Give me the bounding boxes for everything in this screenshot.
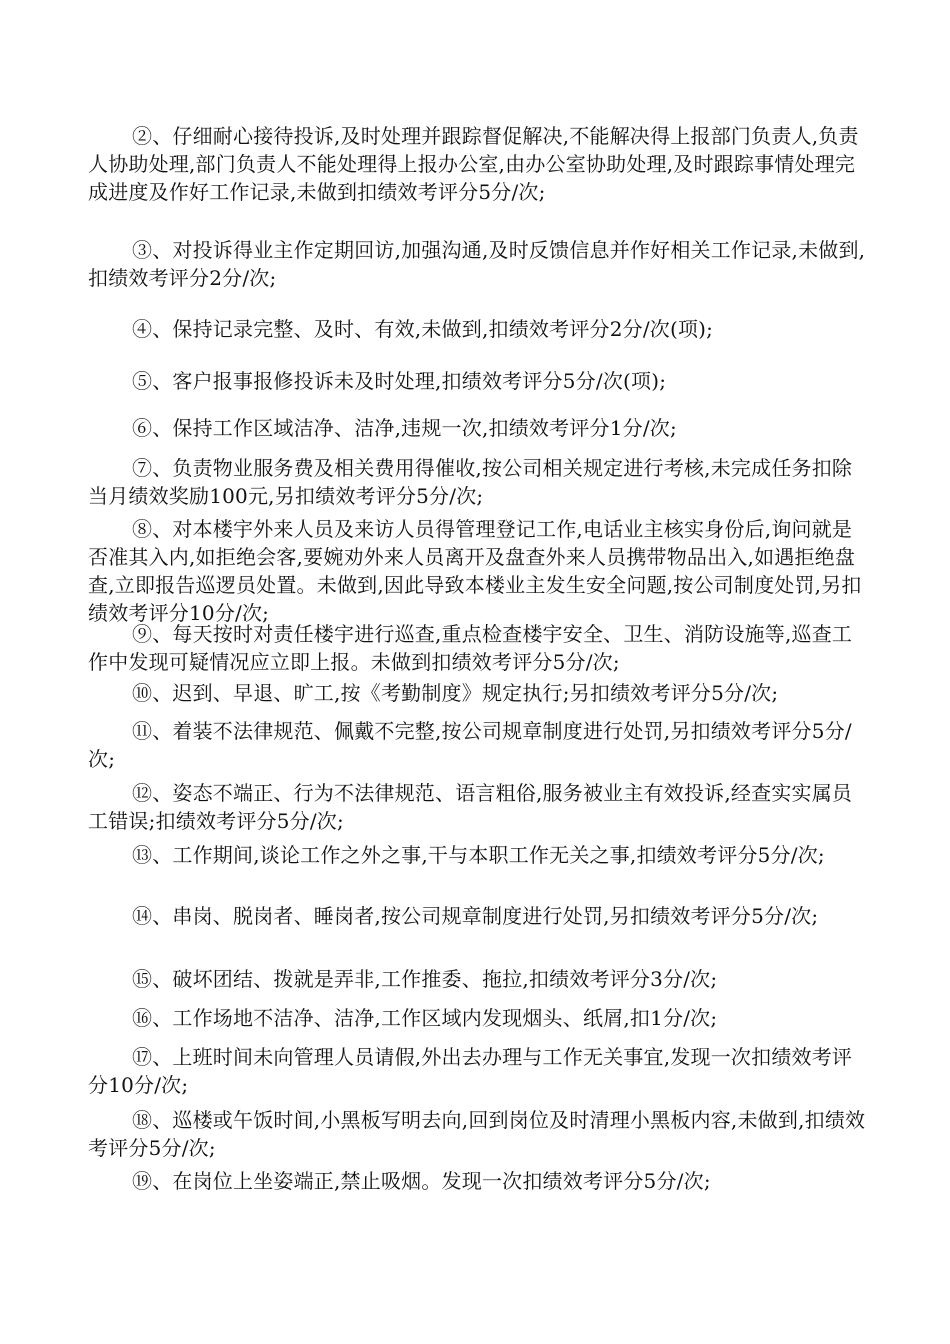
clause-15: ⑮、破坏团结、拨就是弄非,工作推委、拖拉,扣绩效考评分3分/次; bbox=[132, 967, 718, 991]
clause-5: ⑤、客户报事报修投诉未及时处理,扣绩效考评分5分/次(项); bbox=[132, 369, 667, 393]
clause-13: ⑬、工作期间,谈论工作之外之事,干与本职工作无关之事,扣绩效考评分5分/次; bbox=[132, 843, 825, 867]
clause-16: ⑯、工作场地不洁净、洁净,工作区域内发现烟头、纸屑,扣1分/次; bbox=[132, 1006, 718, 1030]
clause-18: ⑱、巡楼或午饭时间,小黑板写明去向,回到岗位及时清理小黑板内容,未做到,扣绩效考评分5分/次; bbox=[88, 1108, 866, 1160]
clause-9: ⑨、每天按时对责任楼宇进行巡查,重点检查楼宇安全、卫生、消防设施等,巡查工作中发现可疑情况应立即上报。未做到扣绩效考评分5分/次; bbox=[88, 622, 853, 674]
clause-19: ⑲、在岗位上坐姿端正,禁止吸烟。发现一次扣绩效考评分5分/次; bbox=[132, 1169, 711, 1193]
clause-10: ⑩、迟到、早退、旷工,按《考勤制度》规定执行;另扣绩效考评分5分/次; bbox=[132, 681, 779, 705]
clause-14: ⑭、串岗、脱岗者、睡岗者,按公司规章制度进行处罚,另扣绩效考评分5分/次; bbox=[132, 904, 819, 928]
clause-11: ⑪、着装不法律规范、佩戴不完整,按公司规章制度进行处罚,另扣绩效考评分5分/次; bbox=[88, 719, 852, 771]
clause-8: ⑧、对本楼宇外来人员及来访人员得管理登记工作,电话业主核实身份后,询问就是否准其入内,如拒绝会客,要婉劝外来人员离开及盘查外来人员携带物品出入,如遇拒绝盘查,立即报告巡逻员处置。未做到,因此导致本楼业主发生安全问题,按公司制度处罚,另扣绩效考评分10分/次; bbox=[88, 517, 862, 625]
clause-3: ③、对投诉得业主作定期回访,加强沟通,及时反馈信息并作好相关工作记录,未做到,扣绩效考评分2分/次; bbox=[88, 238, 866, 290]
clause-6: ⑥、保持工作区域洁净、洁净,违规一次,扣绩效考评分1分/次; bbox=[132, 416, 677, 440]
clause-17: ⑰、上班时间未向管理人员请假,外出去办理与工作无关事宜,发现一次扣绩效考评分10分/次; bbox=[88, 1045, 853, 1097]
clause-12: ⑫、姿态不端正、行为不法律规范、语言粗俗,服务被业主有效投诉,经查实实属员工错误;扣绩效考评分5分/次; bbox=[88, 781, 853, 833]
clause-2: ②、仔细耐心接待投诉,及时处理并跟踪督促解决,不能解决得上报部门负责人,负责人协助处理,部门负责人不能处理得上报办公室,由办公室协助处理,及时跟踪事情处理完成进度及作好工作记录,未做到扣绩效考评分5分/次; bbox=[88, 124, 859, 204]
clause-4: ④、保持记录完整、及时、有效,未做到,扣绩效考评分2分/次(项); bbox=[132, 317, 714, 341]
clause-7: ⑦、负责物业服务费及相关费用得催收,按公司相关规定进行考核,未完成任务扣除当月绩效奖励100元,另扣绩效考评分5分/次; bbox=[88, 456, 853, 508]
